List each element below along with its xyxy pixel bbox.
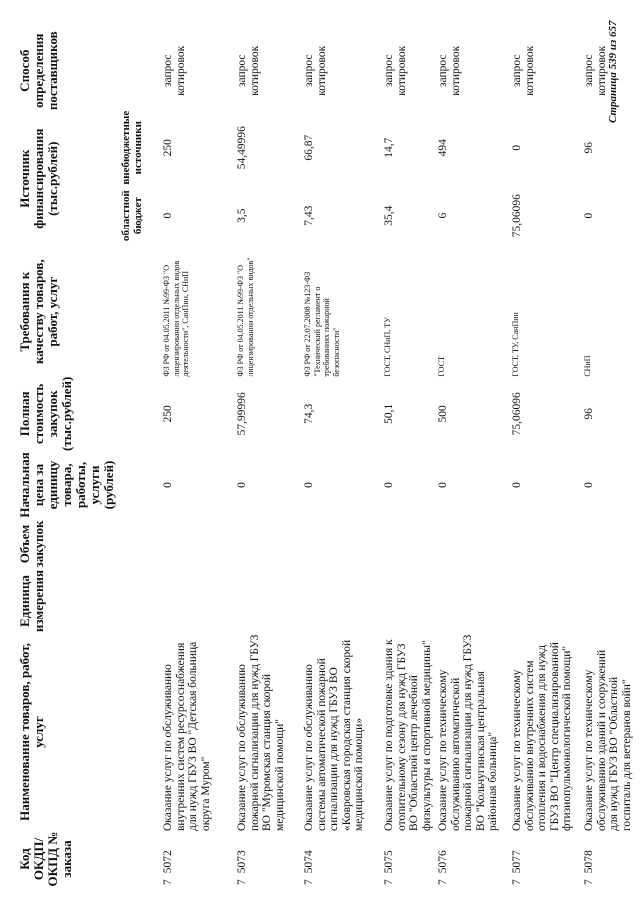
regional-budget: 6 — [437, 212, 449, 219]
order-number: 5075 — [383, 850, 395, 874]
order-number: 5076 — [437, 850, 449, 874]
order-code-cell — [379, 831, 433, 887]
order-code-cell — [579, 831, 635, 887]
table-row — [579, 31, 635, 887]
okdp-code: 7 — [303, 879, 315, 885]
table-row — [507, 31, 579, 887]
order-number: 5074 — [303, 850, 315, 874]
quality-requirements: СНиП — [583, 355, 592, 377]
quality-requirements: ФЗ РФ от 22.07.2008 №123-ФЗ "Технический регламент о требованиях пожарной безопасности" — [303, 271, 341, 377]
volume-cell — [379, 519, 433, 569]
header-source-extra: внебюджетные источники — [120, 110, 144, 185]
unit-cell — [579, 569, 635, 633]
total-cost: 57,99996 — [236, 392, 248, 436]
order-code-cell — [232, 831, 299, 887]
total-cost: 50,1 — [383, 403, 395, 424]
procurement-method: запрос котировок — [303, 45, 328, 96]
unit-cell — [379, 569, 433, 633]
item-name: Оказание услуг по техническому обслуживанию зданий и сооружений для нужд ГБУЗ ВО "Областной госпиталь для ветеранов войн" — [583, 649, 633, 831]
order-number: 5077 — [511, 850, 523, 874]
total-cost: 75,06096 — [511, 392, 523, 436]
extrabudgetary-sources: 96 — [583, 141, 595, 154]
table-row — [299, 31, 379, 887]
table-row — [232, 31, 299, 887]
item-name: Оказание услуг по техническому обслуживанию внутренних систем отопления и водоснабжения для нужд ГБУЗ ВО "Центр специализированной фтизиопульмонологической помощи" — [511, 642, 573, 831]
regional-budget: 3,5 — [236, 208, 248, 223]
order-number: 5078 — [583, 850, 595, 874]
extrabudgetary-sources: 66,87 — [303, 134, 315, 161]
extrabudgetary-sources: 0 — [511, 144, 523, 151]
header-unit: Единица измерения — [17, 569, 46, 633]
quality-requirements: ГОСТ, ТУ, СанПин — [511, 312, 520, 377]
item-name: Оказание услуг по техническому обслуживанию автоматической пожарной сигнализации для нужд ГБУЗ ВО "Кольчугинская центральная районная больница" — [437, 634, 499, 831]
extrabudgetary-sources: 14,7 — [383, 137, 395, 158]
table-row — [158, 31, 232, 887]
unit-price: 0 — [583, 482, 595, 488]
unit-cell — [232, 569, 299, 633]
regional-budget: 0 — [583, 212, 595, 219]
item-name: Оказание услуг по обслуживанию внутренних систем ресурсоснабжения для нужд ГБУЗ ВО "Детская больница округа Муром" — [162, 641, 212, 831]
volume-cell — [299, 519, 379, 569]
quality-requirements: ФЗ РФ от 04.05.2011 №99-ФЗ "О лицензировании отдельных видов деятельности", СанПин, СНиП — [162, 260, 190, 377]
header-name: Наименование товаров, работ, услуг — [17, 643, 46, 821]
extrabudgetary-sources: 250 — [162, 139, 174, 157]
unit-cell — [433, 569, 507, 633]
extrabudgetary-sources: 54,49996 — [236, 126, 248, 170]
total-cost: 250 — [162, 405, 174, 423]
procurement-plan-table — [14, 31, 635, 887]
header-sources: Источник финансирования (тыс.рублей) — [17, 128, 60, 229]
volume-cell — [232, 519, 299, 569]
table-row — [379, 31, 433, 887]
quality-requirements: ГОСТ, СНиП, ТУ — [383, 317, 392, 377]
header-requirements: Требования к качеству товаров, работ, услуг — [17, 259, 60, 364]
volume-cell — [579, 519, 635, 569]
unit-price: 0 — [437, 482, 449, 488]
okdp-code: 7 — [162, 879, 174, 885]
header-price: Начальная цена за единицу товара, работы, услуги (рублей) — [17, 452, 116, 518]
order-number: 5073 — [236, 850, 248, 874]
total-cost: 500 — [437, 405, 449, 423]
unit-price: 0 — [236, 482, 248, 488]
order-code-cell — [158, 831, 232, 887]
item-name: Оказание услуг по обслуживанию системы автоматической пожарной сигнализации для нужд ГБУЗ ВО «Ковровская городская станция скорой медицинской помощи» — [303, 639, 365, 831]
unit-cell — [158, 569, 232, 633]
quality-requirements: ГОСТ — [437, 356, 446, 377]
unit-price: 0 — [303, 482, 315, 488]
procurement-method: запрос котировок — [383, 45, 408, 96]
volume-cell — [158, 519, 232, 569]
item-name: Оказание услуг по подготовке здания к отопительному сезону для нужд ГБУЗ ВО "Областной центр лечебной физкультуры и спортивной медицины" — [383, 639, 433, 831]
header-volume: Объем закупок — [17, 520, 46, 568]
volume-cell — [507, 519, 579, 569]
total-cost: 96 — [583, 408, 595, 420]
okdp-code: 7 — [437, 879, 449, 885]
order-code-cell — [433, 831, 507, 887]
header-total: Полная стоимость закупок (тыс.рублей) — [17, 376, 74, 451]
header-row — [14, 31, 118, 887]
unit-cell — [299, 569, 379, 633]
okdp-code: 7 — [511, 879, 523, 885]
okdp-code: 7 — [583, 879, 595, 885]
unit-price: 0 — [511, 482, 523, 488]
procurement-method: запрос котировок — [511, 45, 536, 96]
total-cost: 74,3 — [303, 403, 315, 424]
item-name: Оказание услуг по обслуживанию пожарной сигнализации для нужд ГБУЗ ВО "Муромская станция скорой медицинской помощи" — [236, 634, 286, 831]
table-row — [433, 31, 507, 887]
regional-budget: 75,06096 — [511, 194, 523, 238]
order-code-cell — [507, 831, 579, 887]
header-source-regional: областной бюджет — [120, 190, 144, 242]
procurement-method: запрос котировок — [583, 45, 608, 96]
header-code: Код ОКДП/ ОКПД № заказа — [17, 831, 74, 887]
unit-price: 0 — [383, 482, 395, 488]
procurement-method: запрос котировок — [236, 45, 261, 96]
unit-price: 0 — [162, 482, 174, 488]
regional-budget: 0 — [162, 212, 174, 219]
okdp-code: 7 — [236, 879, 248, 885]
volume-cell — [433, 519, 507, 569]
procurement-method: запрос котировок — [162, 45, 187, 96]
order-code-cell — [299, 831, 379, 887]
regional-budget: 7,43 — [303, 205, 315, 226]
header-method: Способ определения поставщиков — [17, 31, 60, 111]
okdp-code: 7 — [383, 879, 395, 885]
regional-budget: 35,4 — [383, 205, 395, 226]
quality-requirements: ФЗ РФ от 04.05.2011 №99-ФЗ "О лицензировании отдельных видов" — [236, 257, 255, 377]
extrabudgetary-sources: 494 — [437, 139, 449, 157]
page-number: Страница 539 из 657 — [607, 20, 619, 123]
order-number: 5072 — [162, 850, 174, 874]
unit-cell — [507, 569, 579, 633]
procurement-method: запрос котировок — [437, 45, 462, 96]
